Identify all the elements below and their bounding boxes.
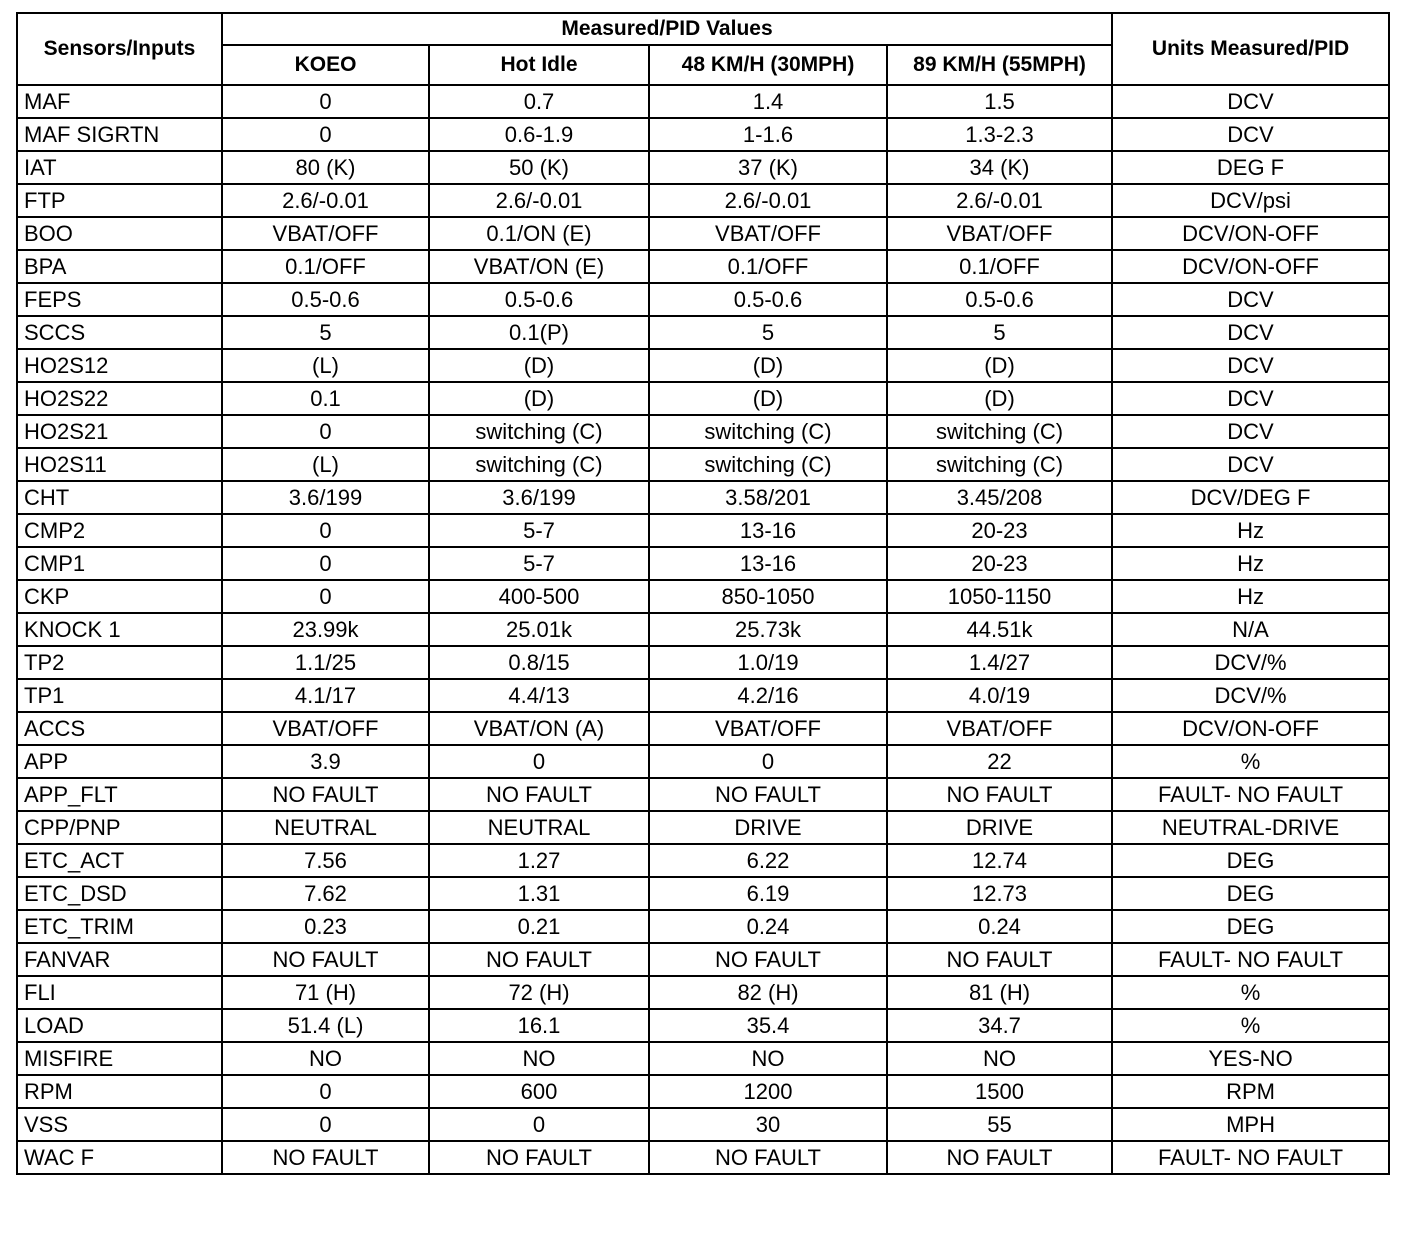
condition-header-55mph: 89 KM/H (55MPH) — [887, 45, 1112, 85]
value-cell: 35.4 — [649, 1009, 887, 1042]
value-cell: 0.5-0.6 — [887, 283, 1112, 316]
value-cell: 0.1 — [222, 382, 429, 415]
sensor-name-cell: MAF SIGRTN — [17, 118, 222, 151]
value-cell: 5-7 — [429, 514, 649, 547]
value-cell: 72 (H) — [429, 976, 649, 1009]
unit-cell: FAULT- NO FAULT — [1112, 943, 1389, 976]
value-cell: 0 — [649, 745, 887, 778]
sensor-name-cell: HO2S22 — [17, 382, 222, 415]
table-row — [17, 811, 1389, 844]
unit-cell: YES-NO — [1112, 1042, 1389, 1075]
table-row — [17, 1108, 1389, 1141]
unit-cell: FAULT- NO FAULT — [1112, 1141, 1389, 1174]
condition-header-koeo: KOEO — [222, 45, 429, 85]
value-cell: VBAT/OFF — [649, 217, 887, 250]
sensor-name-cell: CPP/PNP — [17, 811, 222, 844]
table-row — [17, 778, 1389, 811]
value-cell: 1.0/19 — [649, 646, 887, 679]
unit-cell: Hz — [1112, 580, 1389, 613]
pid-table-body — [17, 85, 1389, 1174]
sensor-name-cell: SCCS — [17, 316, 222, 349]
value-cell: switching (C) — [429, 415, 649, 448]
value-cell: switching (C) — [887, 448, 1112, 481]
value-cell: DRIVE — [887, 811, 1112, 844]
pid-table-sheet — [16, 12, 1390, 1175]
pid-values-table — [16, 12, 1390, 1175]
unit-cell: DCV/DEG F — [1112, 481, 1389, 514]
value-cell: 20-23 — [887, 547, 1112, 580]
sensor-name-cell: MISFIRE — [17, 1042, 222, 1075]
value-cell: 51.4 (L) — [222, 1009, 429, 1042]
value-cell: 0.1/ON (E) — [429, 217, 649, 250]
unit-cell: DCV — [1112, 349, 1389, 382]
sensors-inputs-header: Sensors/Inputs — [17, 13, 222, 85]
value-cell: switching (C) — [649, 415, 887, 448]
value-cell: 22 — [887, 745, 1112, 778]
value-cell: 37 (K) — [649, 151, 887, 184]
value-cell: (L) — [222, 349, 429, 382]
unit-cell: DCV — [1112, 316, 1389, 349]
value-cell: VBAT/ON (E) — [429, 250, 649, 283]
sensor-name-cell: ETC_TRIM — [17, 910, 222, 943]
value-cell: 0.24 — [649, 910, 887, 943]
value-cell: 0 — [222, 118, 429, 151]
value-cell: 25.73k — [649, 613, 887, 646]
table-row — [17, 217, 1389, 250]
table-row — [17, 1141, 1389, 1174]
value-cell: 6.22 — [649, 844, 887, 877]
value-cell: NO FAULT — [649, 778, 887, 811]
value-cell: 0 — [222, 514, 429, 547]
sensor-name-cell: FLI — [17, 976, 222, 1009]
condition-header-30mph: 48 KM/H (30MPH) — [649, 45, 887, 85]
unit-cell: DCV/psi — [1112, 184, 1389, 217]
value-cell: NO — [649, 1042, 887, 1075]
unit-cell: DCV — [1112, 85, 1389, 118]
table-row — [17, 151, 1389, 184]
value-cell: (D) — [649, 349, 887, 382]
sensor-name-cell: CMP2 — [17, 514, 222, 547]
sensor-name-cell: FEPS — [17, 283, 222, 316]
value-cell: 4.1/17 — [222, 679, 429, 712]
table-row — [17, 877, 1389, 910]
value-cell: 0.6-1.9 — [429, 118, 649, 151]
value-cell: 7.56 — [222, 844, 429, 877]
sensor-name-cell: MAF — [17, 85, 222, 118]
unit-cell: DEG F — [1112, 151, 1389, 184]
value-cell: 0.21 — [429, 910, 649, 943]
unit-cell: % — [1112, 1009, 1389, 1042]
value-cell: NO FAULT — [429, 1141, 649, 1174]
sensor-name-cell: CHT — [17, 481, 222, 514]
unit-cell: DEG — [1112, 877, 1389, 910]
value-cell: (D) — [887, 382, 1112, 415]
sensor-name-cell: FANVAR — [17, 943, 222, 976]
measured-pid-values-header: Measured/PID Values — [222, 13, 1112, 45]
table-row — [17, 1009, 1389, 1042]
value-cell: 50 (K) — [429, 151, 649, 184]
value-cell: 1.4 — [649, 85, 887, 118]
sensor-name-cell: HO2S11 — [17, 448, 222, 481]
value-cell: 80 (K) — [222, 151, 429, 184]
value-cell: VBAT/OFF — [649, 712, 887, 745]
value-cell: NEUTRAL — [222, 811, 429, 844]
table-row — [17, 646, 1389, 679]
value-cell: 0.1(P) — [429, 316, 649, 349]
table-row — [17, 118, 1389, 151]
value-cell: 12.73 — [887, 877, 1112, 910]
unit-cell: DCV/% — [1112, 679, 1389, 712]
unit-cell: DCV — [1112, 415, 1389, 448]
value-cell: VBAT/ON (A) — [429, 712, 649, 745]
value-cell: 25.01k — [429, 613, 649, 646]
table-row — [17, 1042, 1389, 1075]
value-cell: 1.27 — [429, 844, 649, 877]
value-cell: 0.8/15 — [429, 646, 649, 679]
table-row — [17, 580, 1389, 613]
value-cell: 3.58/201 — [649, 481, 887, 514]
value-cell: 4.0/19 — [887, 679, 1112, 712]
value-cell: 20-23 — [887, 514, 1112, 547]
value-cell: 0 — [222, 547, 429, 580]
value-cell: VBAT/OFF — [222, 217, 429, 250]
sensor-name-cell: LOAD — [17, 1009, 222, 1042]
table-row — [17, 349, 1389, 382]
value-cell: NO FAULT — [429, 943, 649, 976]
value-cell: NO FAULT — [887, 943, 1112, 976]
value-cell: (D) — [649, 382, 887, 415]
value-cell: 1-1.6 — [649, 118, 887, 151]
value-cell: 0.1/OFF — [887, 250, 1112, 283]
sensor-name-cell: RPM — [17, 1075, 222, 1108]
value-cell: NO FAULT — [887, 778, 1112, 811]
unit-cell: DEG — [1112, 844, 1389, 877]
unit-cell: Hz — [1112, 547, 1389, 580]
value-cell: 0.5-0.6 — [429, 283, 649, 316]
value-cell: 2.6/-0.01 — [649, 184, 887, 217]
value-cell: (D) — [429, 382, 649, 415]
sensor-name-cell: WAC F — [17, 1141, 222, 1174]
value-cell: 5 — [222, 316, 429, 349]
value-cell: VBAT/OFF — [887, 217, 1112, 250]
value-cell: 3.9 — [222, 745, 429, 778]
value-cell: 5-7 — [429, 547, 649, 580]
table-row — [17, 910, 1389, 943]
table-row — [17, 745, 1389, 778]
value-cell: 2.6/-0.01 — [222, 184, 429, 217]
table-row — [17, 283, 1389, 316]
value-cell: NO — [222, 1042, 429, 1075]
value-cell: 3.45/208 — [887, 481, 1112, 514]
sensor-name-cell: BOO — [17, 217, 222, 250]
value-cell: 4.4/13 — [429, 679, 649, 712]
table-row — [17, 481, 1389, 514]
unit-cell: FAULT- NO FAULT — [1112, 778, 1389, 811]
value-cell: 0 — [222, 415, 429, 448]
value-cell: 82 (H) — [649, 976, 887, 1009]
value-cell: 0 — [222, 1075, 429, 1108]
condition-header-hot-idle: Hot Idle — [429, 45, 649, 85]
units-measured-header: Units Measured/PID — [1112, 13, 1389, 85]
value-cell: 4.2/16 — [649, 679, 887, 712]
value-cell: 400-500 — [429, 580, 649, 613]
value-cell: 1200 — [649, 1075, 887, 1108]
value-cell: 0 — [222, 1108, 429, 1141]
value-cell: 1050-1150 — [887, 580, 1112, 613]
value-cell: 1500 — [887, 1075, 1112, 1108]
unit-cell: DCV — [1112, 382, 1389, 415]
value-cell: 0 — [222, 580, 429, 613]
value-cell: 34.7 — [887, 1009, 1112, 1042]
unit-cell: N/A — [1112, 613, 1389, 646]
value-cell: NO FAULT — [887, 1141, 1112, 1174]
sensor-name-cell: BPA — [17, 250, 222, 283]
value-cell: VBAT/OFF — [887, 712, 1112, 745]
table-row — [17, 943, 1389, 976]
value-cell: 0.23 — [222, 910, 429, 943]
sensor-name-cell: IAT — [17, 151, 222, 184]
value-cell: 0.1/OFF — [649, 250, 887, 283]
unit-cell: NEUTRAL-DRIVE — [1112, 811, 1389, 844]
table-row — [17, 547, 1389, 580]
table-row — [17, 184, 1389, 217]
table-row — [17, 613, 1389, 646]
table-row — [17, 415, 1389, 448]
table-row — [17, 712, 1389, 745]
sensor-name-cell: FTP — [17, 184, 222, 217]
value-cell: 34 (K) — [887, 151, 1112, 184]
sensor-name-cell: APP — [17, 745, 222, 778]
value-cell: 13-16 — [649, 547, 887, 580]
unit-cell: DCV — [1112, 283, 1389, 316]
value-cell: 0 — [429, 745, 649, 778]
sensor-name-cell: TP1 — [17, 679, 222, 712]
unit-cell: DCV/ON-OFF — [1112, 217, 1389, 250]
sensor-name-cell: ACCS — [17, 712, 222, 745]
sensor-name-cell: HO2S12 — [17, 349, 222, 382]
unit-cell: % — [1112, 745, 1389, 778]
value-cell: switching (C) — [649, 448, 887, 481]
value-cell: NO — [429, 1042, 649, 1075]
value-cell: 81 (H) — [887, 976, 1112, 1009]
unit-cell: DEG — [1112, 910, 1389, 943]
value-cell: NO — [887, 1042, 1112, 1075]
sensor-name-cell: CMP1 — [17, 547, 222, 580]
value-cell: 71 (H) — [222, 976, 429, 1009]
value-cell: 55 — [887, 1108, 1112, 1141]
value-cell: 850-1050 — [649, 580, 887, 613]
value-cell: 0.5-0.6 — [222, 283, 429, 316]
value-cell: 44.51k — [887, 613, 1112, 646]
value-cell: DRIVE — [649, 811, 887, 844]
table-row — [17, 250, 1389, 283]
value-cell: 5 — [649, 316, 887, 349]
value-cell: 0.1/OFF — [222, 250, 429, 283]
value-cell: 0.7 — [429, 85, 649, 118]
unit-cell: MPH — [1112, 1108, 1389, 1141]
table-row — [17, 844, 1389, 877]
sensor-name-cell: CKP — [17, 580, 222, 613]
value-cell: VBAT/OFF — [222, 712, 429, 745]
value-cell: NEUTRAL — [429, 811, 649, 844]
value-cell: 3.6/199 — [222, 481, 429, 514]
value-cell: 1.5 — [887, 85, 1112, 118]
sensor-name-cell: HO2S21 — [17, 415, 222, 448]
value-cell: 2.6/-0.01 — [887, 184, 1112, 217]
unit-cell: Hz — [1112, 514, 1389, 547]
value-cell: (D) — [887, 349, 1112, 382]
table-row — [17, 382, 1389, 415]
unit-cell: % — [1112, 976, 1389, 1009]
table-row — [17, 1075, 1389, 1108]
value-cell: 13-16 — [649, 514, 887, 547]
table-row — [17, 514, 1389, 547]
value-cell: 2.6/-0.01 — [429, 184, 649, 217]
value-cell: 0 — [429, 1108, 649, 1141]
value-cell: (L) — [222, 448, 429, 481]
value-cell: 1.31 — [429, 877, 649, 910]
table-row — [17, 316, 1389, 349]
value-cell: 12.74 — [887, 844, 1112, 877]
value-cell: NO FAULT — [429, 778, 649, 811]
value-cell: NO FAULT — [649, 943, 887, 976]
value-cell: 1.1/25 — [222, 646, 429, 679]
value-cell: 23.99k — [222, 613, 429, 646]
value-cell: 0.5-0.6 — [649, 283, 887, 316]
value-cell: NO FAULT — [649, 1141, 887, 1174]
value-cell: 1.4/27 — [887, 646, 1112, 679]
unit-cell: DCV — [1112, 448, 1389, 481]
sensor-name-cell: APP_FLT — [17, 778, 222, 811]
value-cell: 3.6/199 — [429, 481, 649, 514]
unit-cell: DCV/ON-OFF — [1112, 712, 1389, 745]
value-cell: 5 — [887, 316, 1112, 349]
header-row-top — [17, 13, 1389, 45]
table-row — [17, 85, 1389, 118]
value-cell: 30 — [649, 1108, 887, 1141]
value-cell: 600 — [429, 1075, 649, 1108]
unit-cell: DCV/ON-OFF — [1112, 250, 1389, 283]
table-row — [17, 976, 1389, 1009]
sensor-name-cell: ETC_DSD — [17, 877, 222, 910]
value-cell: 1.3-2.3 — [887, 118, 1112, 151]
value-cell: (D) — [429, 349, 649, 382]
value-cell: 7.62 — [222, 877, 429, 910]
unit-cell: RPM — [1112, 1075, 1389, 1108]
value-cell: switching (C) — [429, 448, 649, 481]
table-row — [17, 448, 1389, 481]
unit-cell: DCV — [1112, 118, 1389, 151]
sensor-name-cell: KNOCK 1 — [17, 613, 222, 646]
value-cell: NO FAULT — [222, 1141, 429, 1174]
value-cell: NO FAULT — [222, 943, 429, 976]
sensor-name-cell: ETC_ACT — [17, 844, 222, 877]
value-cell: NO FAULT — [222, 778, 429, 811]
value-cell: 0.24 — [887, 910, 1112, 943]
value-cell: 16.1 — [429, 1009, 649, 1042]
value-cell: 6.19 — [649, 877, 887, 910]
table-row — [17, 679, 1389, 712]
value-cell: 0 — [222, 85, 429, 118]
sensor-name-cell: TP2 — [17, 646, 222, 679]
value-cell: switching (C) — [887, 415, 1112, 448]
unit-cell: DCV/% — [1112, 646, 1389, 679]
sensor-name-cell: VSS — [17, 1108, 222, 1141]
